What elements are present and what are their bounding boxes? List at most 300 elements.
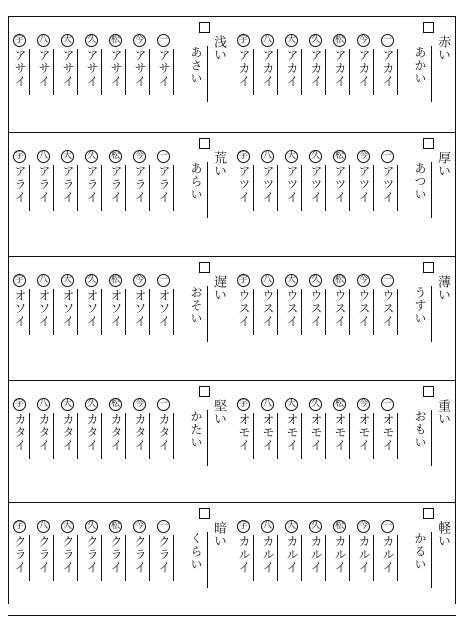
option-bar: [349, 289, 350, 335]
option-text: ウスイ: [261, 289, 275, 328]
question-header: [189, 508, 226, 608]
option-text: オモイ: [237, 413, 251, 452]
question-header: [413, 22, 450, 122]
option-bar: [325, 413, 326, 459]
option-bar: [373, 165, 374, 211]
option-text: アサイ: [37, 49, 51, 88]
option-text: オソイ: [13, 289, 27, 328]
question-reading: あつい: [413, 162, 427, 201]
option-text: オモイ: [357, 413, 371, 452]
option-bar: [101, 535, 102, 581]
answer-option[interactable]: [308, 150, 328, 230]
option-mark-icon: 今: [358, 399, 368, 409]
question-panel-left: [8, 138, 232, 238]
option-bar: [29, 165, 30, 211]
option-bar: [77, 535, 78, 581]
answer-option[interactable]: [260, 150, 280, 230]
option-bar: [253, 535, 254, 581]
option-bar: [125, 535, 126, 581]
option-bar: [149, 289, 150, 335]
option-text: アライ: [133, 165, 147, 204]
option-text: アツイ: [381, 165, 395, 204]
option-mark-icon: 八: [38, 521, 48, 531]
option-bar: [277, 289, 278, 335]
option-mark-icon: 八: [38, 275, 48, 285]
question-panel-left: [8, 22, 232, 122]
option-bar: [149, 535, 150, 581]
option-mark-icon: 八: [38, 399, 48, 409]
answer-option[interactable]: [236, 150, 256, 230]
answer-checkbox[interactable]: [199, 22, 210, 33]
answer-option[interactable]: [284, 520, 304, 600]
option-mark-icon: 大: [62, 275, 72, 285]
reading-bar: [431, 46, 432, 102]
question-reading: あらい: [189, 162, 203, 201]
option-text: アカイ: [261, 49, 275, 88]
option-mark-icon: 一: [158, 151, 168, 161]
option-bar: [101, 165, 102, 211]
question-header: [189, 138, 226, 238]
option-bar: [253, 165, 254, 211]
option-mark-icon: 宇: [238, 35, 248, 45]
answer-option[interactable]: [60, 398, 80, 478]
question-panel-right: [232, 22, 456, 122]
question-reading: くらい: [189, 532, 203, 571]
reading-bar: [431, 162, 432, 218]
question-kanji: 薄い: [435, 275, 450, 301]
option-text: アサイ: [133, 49, 147, 88]
option-mark-icon: 大: [286, 151, 296, 161]
option-text: オソイ: [157, 289, 171, 328]
option-text: アツイ: [333, 165, 347, 204]
option-text: ウスイ: [333, 289, 347, 328]
answer-option[interactable]: [132, 150, 152, 230]
option-text: カルイ: [381, 535, 395, 574]
answer-option[interactable]: [156, 520, 176, 600]
option-text: クライ: [157, 535, 171, 574]
answer-option[interactable]: [308, 274, 328, 354]
answer-option[interactable]: [284, 150, 304, 230]
question-header: [189, 262, 226, 362]
answer-option[interactable]: [12, 520, 32, 600]
question-header: [413, 262, 450, 362]
answer-option[interactable]: [332, 150, 352, 230]
question-reading: おそい: [189, 286, 203, 325]
answer-checkbox[interactable]: [199, 508, 210, 519]
option-bar: [325, 165, 326, 211]
option-bar: [53, 413, 54, 459]
option-bar: [77, 165, 78, 211]
option-mark-icon: 久: [86, 399, 96, 409]
option-text: クライ: [13, 535, 27, 574]
option-bar: [253, 289, 254, 335]
reading-bar: [207, 286, 208, 342]
option-bar: [301, 413, 302, 459]
option-bar: [173, 165, 174, 211]
answer-option[interactable]: [108, 274, 128, 354]
answer-checkbox[interactable]: [423, 22, 434, 33]
answer-checkbox[interactable]: [199, 138, 210, 149]
option-mark-icon: 今: [358, 521, 368, 531]
answer-option[interactable]: [12, 34, 32, 114]
option-mark-icon: 宇: [238, 275, 248, 285]
option-mark-icon: 久: [86, 521, 96, 531]
option-text: アサイ: [109, 49, 123, 88]
option-text: カタイ: [157, 413, 171, 452]
option-mark-icon: 宇: [14, 521, 24, 531]
option-text: アカイ: [237, 49, 251, 88]
option-text: アサイ: [85, 49, 99, 88]
answer-option[interactable]: [12, 150, 32, 230]
answer-option[interactable]: [236, 34, 256, 114]
option-mark-icon: 久: [310, 521, 320, 531]
question-header: [189, 386, 226, 486]
option-text: ウスイ: [237, 289, 251, 328]
answer-option[interactable]: [132, 274, 152, 354]
option-bar: [125, 289, 126, 335]
answer-option[interactable]: [84, 274, 104, 354]
answer-option[interactable]: [84, 150, 104, 230]
option-text: アツイ: [309, 165, 323, 204]
option-mark-icon: 今: [134, 35, 144, 45]
question-kanji: 赤い: [435, 35, 450, 61]
option-mark-icon: 今: [358, 35, 368, 45]
answer-option[interactable]: [332, 398, 352, 478]
answer-option[interactable]: [156, 150, 176, 230]
option-mark-icon: 一: [158, 35, 168, 45]
question-kanji: 浅い: [211, 35, 226, 61]
option-mark-icon: 今: [134, 151, 144, 161]
option-mark-icon: 今: [134, 275, 144, 285]
option-bar: [397, 165, 398, 211]
option-text: アツイ: [285, 165, 299, 204]
option-mark-icon: 大: [62, 399, 72, 409]
option-text: アカイ: [333, 49, 347, 88]
answer-option[interactable]: [84, 34, 104, 114]
option-bar: [53, 289, 54, 335]
question-panel-left: [8, 262, 232, 362]
question-panel-right: [232, 508, 456, 608]
option-mark-icon: 一: [382, 399, 392, 409]
answer-option[interactable]: [332, 274, 352, 354]
option-mark-icon: 松: [110, 275, 120, 285]
answer-option[interactable]: [356, 150, 376, 230]
answer-option[interactable]: [308, 520, 328, 600]
answer-option[interactable]: [60, 520, 80, 600]
answer-checkbox[interactable]: [199, 262, 210, 273]
option-bar: [301, 165, 302, 211]
answer-option[interactable]: [308, 34, 328, 114]
option-mark-icon: 久: [310, 275, 320, 285]
reading-bar: [207, 532, 208, 588]
answer-checkbox[interactable]: [423, 138, 434, 149]
answer-option[interactable]: [36, 34, 56, 114]
option-text: カルイ: [357, 535, 371, 574]
answer-option[interactable]: [156, 398, 176, 478]
option-bar: [325, 535, 326, 581]
option-text: クライ: [109, 535, 123, 574]
option-text: オモイ: [285, 413, 299, 452]
question-reading: かるい: [413, 532, 427, 571]
option-text: カタイ: [85, 413, 99, 452]
option-text: オソイ: [133, 289, 147, 328]
option-bar: [277, 535, 278, 581]
answer-option[interactable]: [380, 520, 400, 600]
answer-option[interactable]: [36, 274, 56, 354]
option-bar: [29, 289, 30, 335]
option-bar: [77, 49, 78, 95]
option-mark-icon: 宇: [238, 521, 248, 531]
reading-bar: [431, 286, 432, 342]
option-bar: [101, 289, 102, 335]
option-mark-icon: 松: [110, 151, 120, 161]
option-bar: [397, 49, 398, 95]
option-bar: [325, 289, 326, 335]
option-bar: [373, 413, 374, 459]
option-mark-icon: 今: [358, 151, 368, 161]
answer-option[interactable]: [132, 398, 152, 478]
answer-option[interactable]: [260, 520, 280, 600]
answer-option[interactable]: [84, 520, 104, 600]
answer-checkbox[interactable]: [199, 386, 210, 397]
option-text: オモイ: [333, 413, 347, 452]
option-bar: [277, 165, 278, 211]
question-panel-right: [232, 386, 456, 486]
option-mark-icon: 大: [286, 275, 296, 285]
option-text: オソイ: [61, 289, 75, 328]
option-mark-icon: 八: [38, 151, 48, 161]
option-mark-icon: 松: [334, 151, 344, 161]
answer-option[interactable]: [60, 274, 80, 354]
option-text: アライ: [109, 165, 123, 204]
answer-option[interactable]: [260, 274, 280, 354]
option-text: アサイ: [13, 49, 27, 88]
option-text: カタイ: [61, 413, 75, 452]
option-bar: [349, 165, 350, 211]
option-text: カタイ: [109, 413, 123, 452]
option-bar: [397, 535, 398, 581]
answer-option[interactable]: [108, 34, 128, 114]
option-mark-icon: 八: [262, 275, 272, 285]
question-panel-right: [232, 138, 456, 238]
answer-option[interactable]: [308, 398, 328, 478]
answer-option[interactable]: [12, 274, 32, 354]
option-bar: [373, 535, 374, 581]
question-header: [413, 386, 450, 486]
answer-option[interactable]: [332, 520, 352, 600]
option-text: オモイ: [381, 413, 395, 452]
answer-option[interactable]: [260, 398, 280, 478]
option-bar: [349, 49, 350, 95]
option-text: オソイ: [109, 289, 123, 328]
option-bar: [101, 49, 102, 95]
answer-option[interactable]: [236, 274, 256, 354]
option-mark-icon: 一: [382, 151, 392, 161]
option-mark-icon: 宇: [238, 151, 248, 161]
answer-option[interactable]: [236, 398, 256, 478]
question-reading: あさい: [189, 46, 203, 85]
option-bar: [53, 535, 54, 581]
option-text: アライ: [61, 165, 75, 204]
answer-checkbox[interactable]: [423, 508, 434, 519]
option-mark-icon: 松: [110, 35, 120, 45]
option-text: アサイ: [61, 49, 75, 88]
option-bar: [349, 535, 350, 581]
option-text: クライ: [133, 535, 147, 574]
option-mark-icon: 一: [382, 275, 392, 285]
option-text: ウスイ: [309, 289, 323, 328]
answer-option[interactable]: [12, 398, 32, 478]
answer-option[interactable]: [284, 398, 304, 478]
question-panel-left: [8, 508, 232, 608]
answer-option[interactable]: [36, 520, 56, 600]
answer-option[interactable]: [380, 150, 400, 230]
question-reading: あかい: [413, 46, 427, 85]
option-text: ウスイ: [381, 289, 395, 328]
question-panel-left: [8, 386, 232, 486]
answer-option[interactable]: [284, 274, 304, 354]
option-mark-icon: 八: [262, 35, 272, 45]
answer-option[interactable]: [332, 34, 352, 114]
option-mark-icon: 今: [358, 275, 368, 285]
option-text: クライ: [61, 535, 75, 574]
option-mark-icon: 松: [110, 521, 120, 531]
answer-option[interactable]: [84, 398, 104, 478]
answer-checkbox[interactable]: [423, 386, 434, 397]
answer-option[interactable]: [108, 520, 128, 600]
question-kanji: 堅い: [211, 399, 226, 425]
option-bar: [77, 289, 78, 335]
option-text: アサイ: [157, 49, 171, 88]
option-bar: [253, 413, 254, 459]
option-text: アツイ: [261, 165, 275, 204]
option-mark-icon: 大: [62, 35, 72, 45]
option-text: オモイ: [309, 413, 323, 452]
option-mark-icon: 大: [286, 35, 296, 45]
question-reading: うすい: [413, 286, 427, 325]
option-mark-icon: 宇: [238, 399, 248, 409]
option-mark-icon: 一: [158, 275, 168, 285]
reading-bar: [207, 46, 208, 102]
option-text: カタイ: [133, 413, 147, 452]
option-text: アライ: [13, 165, 27, 204]
option-mark-icon: 宇: [14, 151, 24, 161]
answer-option[interactable]: [260, 34, 280, 114]
option-bar: [101, 413, 102, 459]
option-bar: [173, 289, 174, 335]
option-text: カルイ: [309, 535, 323, 574]
answer-checkbox[interactable]: [423, 262, 434, 273]
option-text: ウスイ: [285, 289, 299, 328]
option-text: カルイ: [333, 535, 347, 574]
answer-option[interactable]: [156, 34, 176, 114]
option-text: クライ: [85, 535, 99, 574]
answer-option[interactable]: [36, 398, 56, 478]
option-bar: [373, 49, 374, 95]
option-mark-icon: 八: [262, 399, 272, 409]
option-text: アライ: [85, 165, 99, 204]
option-bar: [125, 49, 126, 95]
option-bar: [77, 413, 78, 459]
answer-option[interactable]: [284, 34, 304, 114]
answer-option[interactable]: [156, 274, 176, 354]
reading-bar: [431, 532, 432, 588]
option-bar: [29, 413, 30, 459]
question-header: [189, 22, 226, 122]
answer-option[interactable]: [356, 520, 376, 600]
option-text: カルイ: [261, 535, 275, 574]
option-text: アカイ: [309, 49, 323, 88]
answer-option[interactable]: [60, 34, 80, 114]
answer-option[interactable]: [236, 520, 256, 600]
option-bar: [149, 49, 150, 95]
option-mark-icon: 久: [86, 275, 96, 285]
option-bar: [301, 535, 302, 581]
answer-option[interactable]: [36, 150, 56, 230]
question-kanji: 重い: [435, 399, 450, 425]
option-mark-icon: 一: [382, 35, 392, 45]
answer-option[interactable]: [380, 398, 400, 478]
option-bar: [301, 49, 302, 95]
answer-option[interactable]: [356, 398, 376, 478]
option-text: アライ: [37, 165, 51, 204]
option-mark-icon: 松: [110, 399, 120, 409]
option-text: カタイ: [13, 413, 27, 452]
question-kanji: 暗い: [211, 521, 226, 547]
option-mark-icon: 松: [334, 521, 344, 531]
option-mark-icon: 一: [382, 521, 392, 531]
option-mark-icon: 宇: [14, 399, 24, 409]
option-mark-icon: 今: [134, 521, 144, 531]
option-bar: [373, 289, 374, 335]
answer-option[interactable]: [380, 274, 400, 354]
answer-option[interactable]: [132, 520, 152, 600]
option-mark-icon: 久: [86, 35, 96, 45]
option-bar: [29, 49, 30, 95]
option-mark-icon: 八: [262, 521, 272, 531]
option-mark-icon: 久: [86, 151, 96, 161]
option-mark-icon: 八: [38, 35, 48, 45]
option-bar: [397, 413, 398, 459]
option-text: オモイ: [261, 413, 275, 452]
answer-option[interactable]: [108, 150, 128, 230]
answer-option[interactable]: [356, 34, 376, 114]
question-reading: おもい: [413, 410, 427, 449]
option-text: カタイ: [37, 413, 51, 452]
option-mark-icon: 一: [158, 521, 168, 531]
answer-option[interactable]: [380, 34, 400, 114]
option-bar: [397, 289, 398, 335]
answer-option[interactable]: [60, 150, 80, 230]
answer-option[interactable]: [108, 398, 128, 478]
option-bar: [125, 413, 126, 459]
option-mark-icon: 大: [62, 151, 72, 161]
option-bar: [349, 413, 350, 459]
answer-option[interactable]: [356, 274, 376, 354]
option-bar: [125, 165, 126, 211]
option-mark-icon: 久: [310, 35, 320, 45]
option-mark-icon: 一: [158, 399, 168, 409]
option-bar: [53, 49, 54, 95]
option-text: クライ: [37, 535, 51, 574]
option-bar: [29, 535, 30, 581]
answer-option[interactable]: [132, 34, 152, 114]
question-panel-right: [232, 262, 456, 362]
option-text: アカイ: [357, 49, 371, 88]
question-kanji: 軽い: [435, 521, 450, 547]
option-bar: [301, 289, 302, 335]
option-text: オソイ: [85, 289, 99, 328]
